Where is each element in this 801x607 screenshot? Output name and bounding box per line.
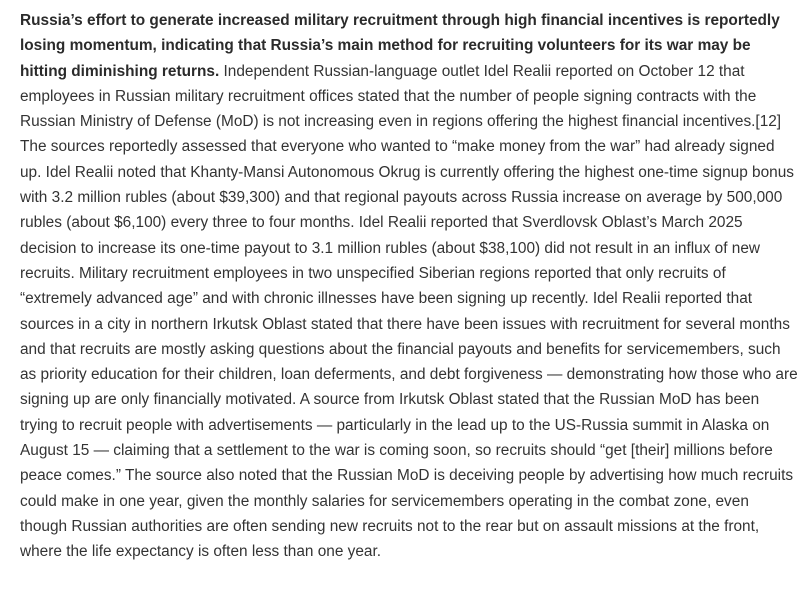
lead-sentence: Russia’s effort to generate increased military recruitment through high financial incentives is reportedly losing momentum, indicating that Russia’s main method for recruiting volunteers for its war may be hitting diminishing returns. xyxy=(20,12,780,80)
article-paragraph xyxy=(20,8,798,565)
paragraph-body: Independent Russian-language outlet Idel Realii reported on October 12 that employees in Russian military recruitment offices stated that the number of people signing contracts with the Russian Ministry of Defense (MoD) is not increasing even in regions offering the highest financial incentives.[12] The sources reportedly assessed that everyone who wanted to “make money from the war” had already signed up. Idel Realii noted that Khanty-Mansi Autonomous Okrug is currently offering the highest one-time signup bonus with 3.2 million rubles (about $39,300) and that regional payouts across Russia increase on average by 500,000 rubles (about $6,100) every three to four months. Idel Realii reported that Sverdlovsk Oblast’s March 2025 decision to increase its one-time payout to 3.1 million rubles (about $38,100) did not result in an influx of new recruits. Military recruitment employees in two unspecified Siberian regions reported that only recruits of “extremely advanced age” and with chronic illnesses have been signing up recently. Idel Realii reported that sources in a city in northern Irkutsk Oblast stated that there have been issues with recruitment for several months and that recruits are mostly asking questions about the financial payouts and benefits for servicemembers, such as priority education for their children, loan deferments, and debt forgiveness — demonstrating how those who are signing up are only financially motivated. A source from Irkutsk Oblast stated that the Russian MoD has been trying to recruit people with advertisements — particularly in the lead up to the US-Russia summit in Alaska on August 15 — claiming that a settlement to the war is coming soon, so recruits should “get [their] millions before peace comes.” The source also noted that the Russian MoD is deceiving people by advertising how much recruits could make in one year, given the monthly salaries for servicemembers operating in the combat zone, even though Russian authorities are often sending new recruits not to the rear but on assault missions at the front, where the life expectancy is often less than one year. xyxy=(20,62,798,561)
article-text xyxy=(20,8,798,565)
